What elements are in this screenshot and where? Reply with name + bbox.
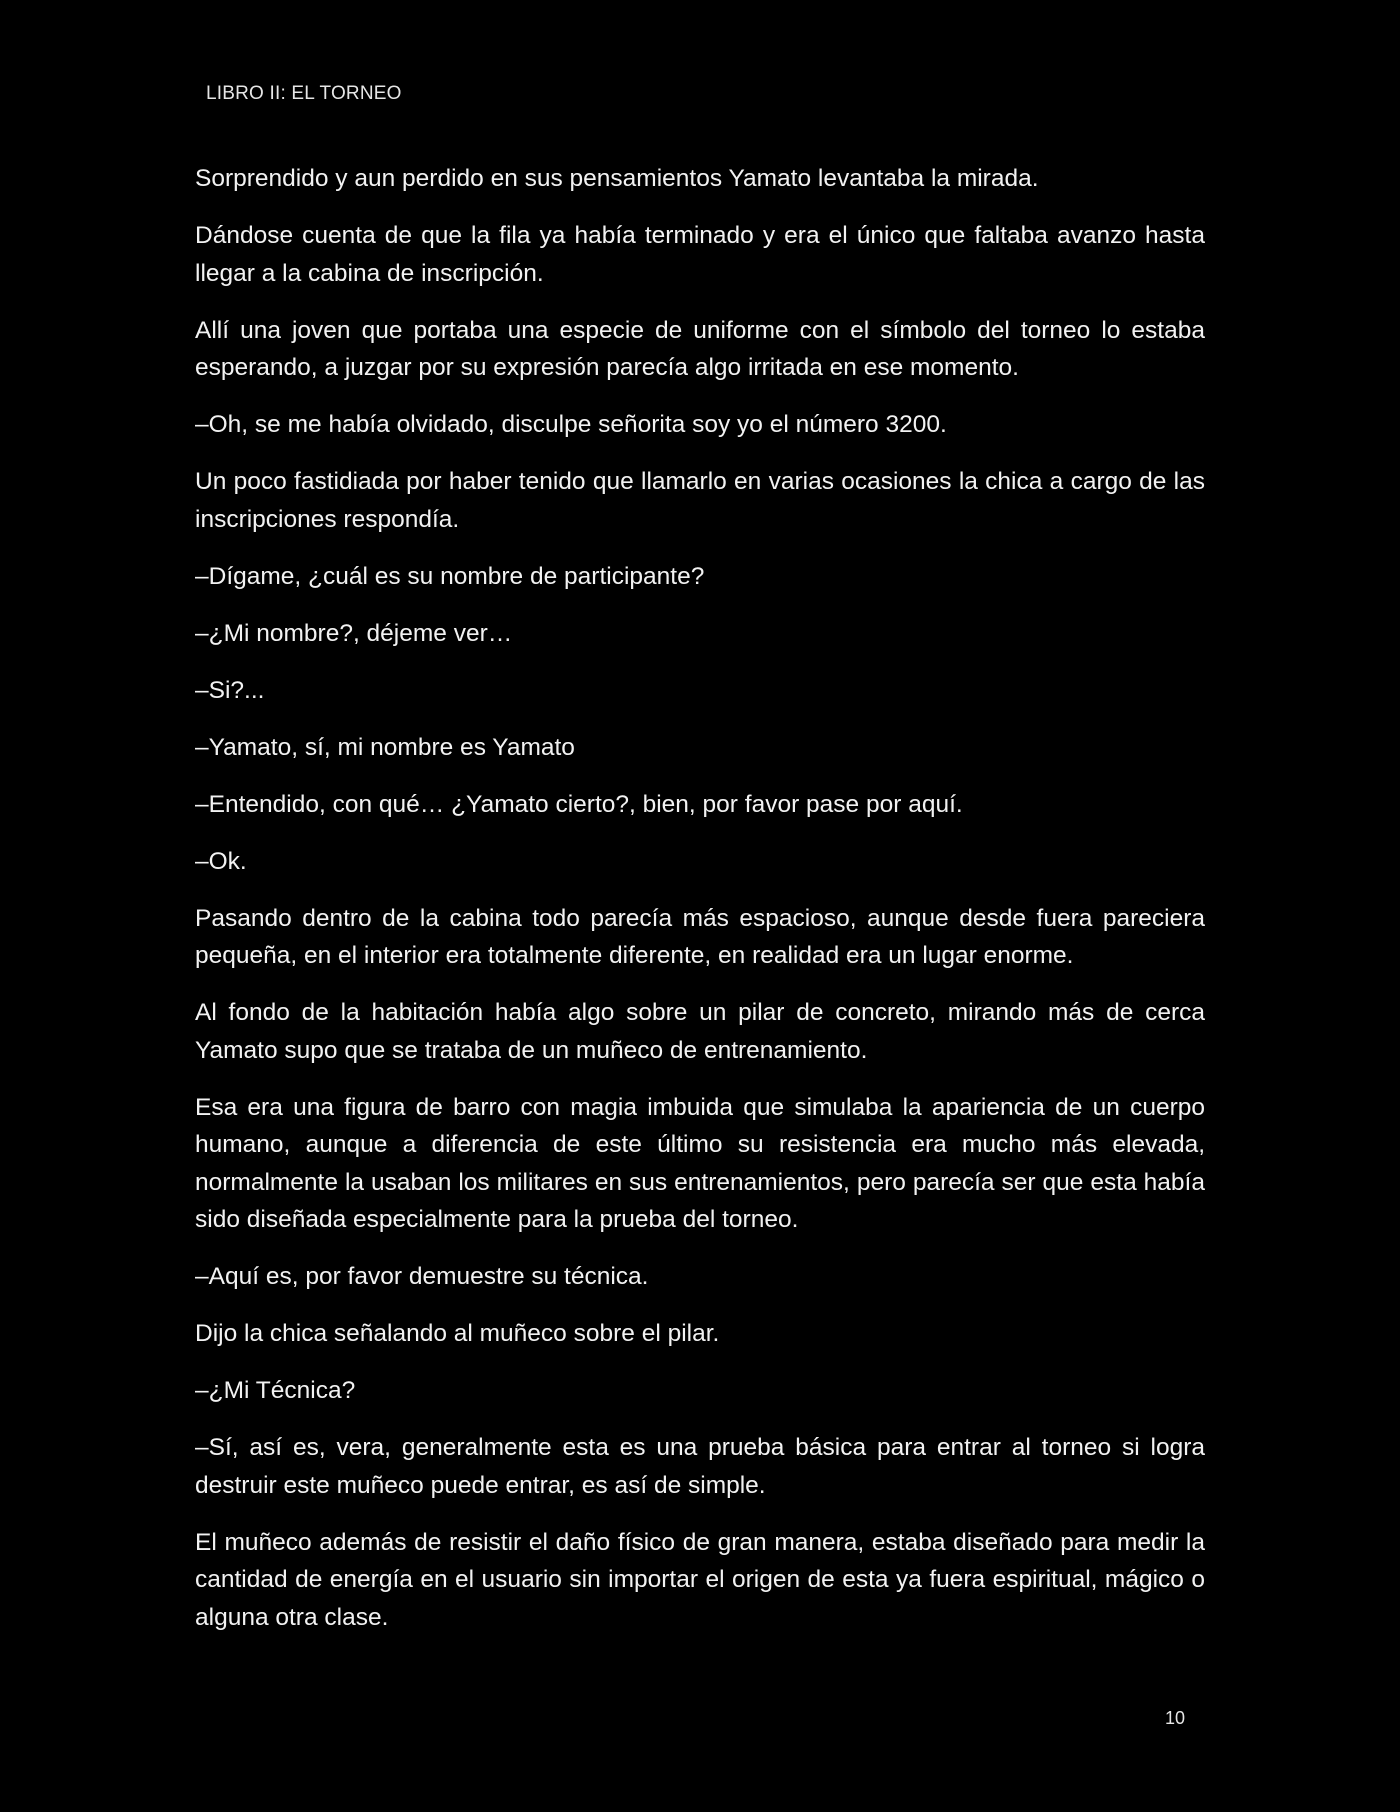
dialogue-line: –Yamato, sí, mi nombre es Yamato [195,733,575,761]
body-text [195,160,1205,1656]
paragraph: Al fondo de la habitación había algo sobre un pilar de concreto, mirando más de cerca Yamato supo que se trataba de un muñeco de entrenamiento. [195,999,1205,1064]
dialogue-line: –Entendido, con qué… ¿Yamato cierto?, bien, por favor pase por aquí. [195,790,963,818]
paragraph: El muñeco además de resistir el daño físico de gran manera, estaba diseñado para medir la cantidad de energía en el usuario sin importar el origen de esta ya fuera espiritual, mágico o alguna otra clase. [195,1528,1205,1631]
paragraph: Pasando dentro de la cabina todo parecía más espacioso, aunque desde fuera pareciera pequeña, en el interior era totalmente diferente, en realidad era un lugar enorme. [195,904,1205,969]
dialogue-line: –Dígame, ¿cuál es su nombre de participante? [195,562,705,590]
dialogue-line: –¿Mi Técnica? [195,1377,356,1404]
running-header: LIBRO II: EL TORNEO [206,83,402,104]
paragraph: Dándose cuenta de que la fila ya había terminado y era el único que faltaba avanzo hasta llegar a la cabina de inscripción. [195,222,1205,287]
paragraph: Esa era una figura de barro con magia imbuida que simulaba la apariencia de un cuerpo humano, aunque a diferencia de este último su resistencia era mucho más elevada, normalmente la usaban los militares en sus entrenamientos, pero parecía ser que esta había sido diseñada especialmente para la prueba del torneo. [195,1093,1205,1233]
dialogue-line: –Sí, así es, vera, generalmente esta es una prueba básica para entrar al torneo si logra destruir este muñeco puede entrar, es así de simple. [195,1434,1205,1499]
dialogue-line: –¿Mi nombre?, déjeme ver… [195,619,513,647]
dialogue-line: –Aquí es, por favor demuestre su técnica. [195,1263,649,1290]
paragraph: Un poco fastidiada por haber tenido que llamarlo en varias ocasiones la chica a cargo de las inscripciones respondía. [195,468,1205,533]
dialogue-line: –Ok. [195,847,247,875]
paragraph: Allí una joven que portaba una especie de uniforme con el símbolo del torneo lo estaba esperando, a juzgar por su expresión parecía algo irritada en ese momento. [195,316,1205,381]
page-number: 10 [1164,1708,1186,1728]
paragraph: Sorprendido y aun perdido en sus pensamientos Yamato levantaba la mirada. [195,165,1039,192]
paragraph: Dijo la chica señalando al muñeco sobre el pilar. [195,1320,720,1347]
dialogue-line: –Oh, se me había olvidado, disculpe señorita soy yo el número 3200. [195,411,947,438]
dialogue-line: –Si?... [195,676,265,704]
